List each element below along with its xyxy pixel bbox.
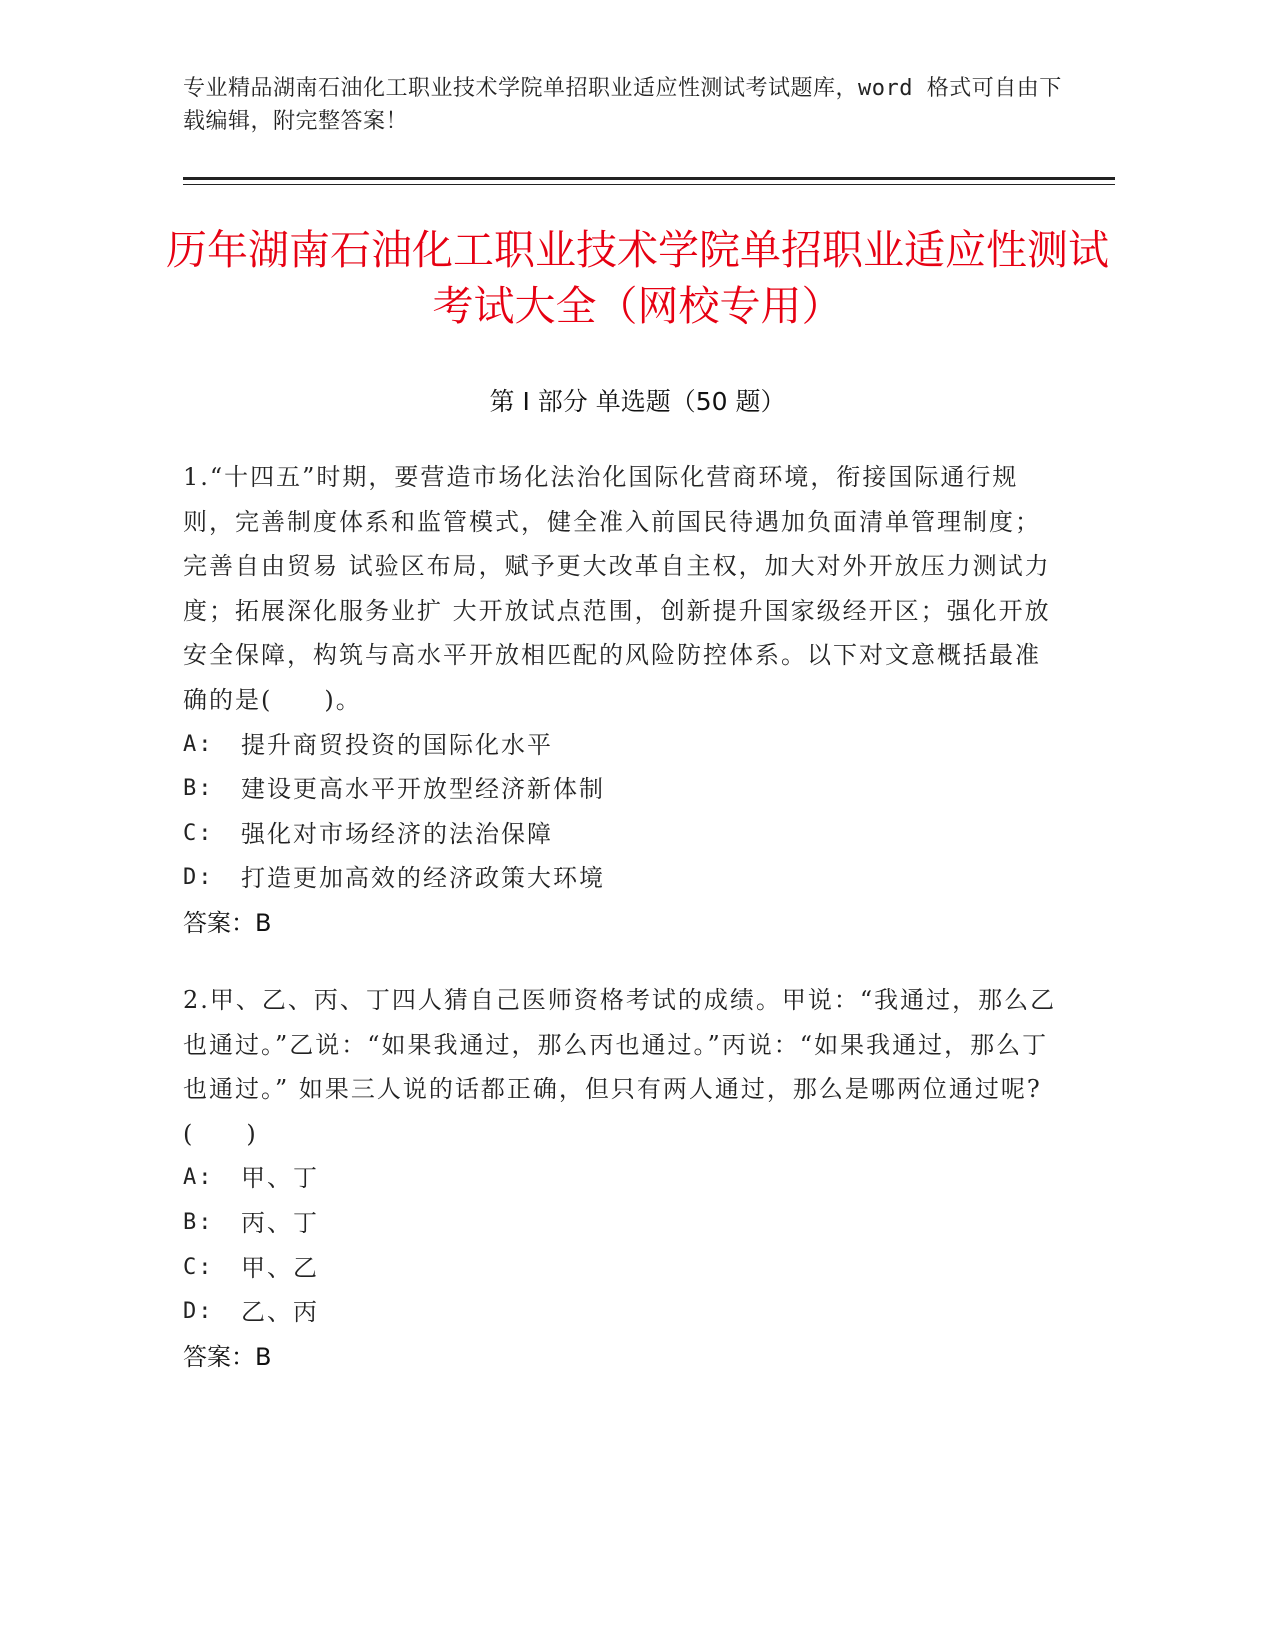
question-2 — [183, 978, 1063, 1379]
option-text: 甲、丁 — [241, 1164, 319, 1193]
option-text: 强化对市场经济的法治保障 — [241, 819, 553, 848]
header-divider-thick — [183, 177, 1115, 180]
option-key: A: — [183, 731, 214, 757]
option-key: A: — [183, 1165, 214, 1191]
option-d — [183, 1290, 1063, 1335]
option-b — [183, 1201, 1063, 1246]
answer-line: 答案：B — [183, 1342, 272, 1371]
option-c — [183, 812, 1063, 857]
option-text: 打造更加高效的经济政策大环境 — [241, 864, 605, 893]
option-text: 乙、丙 — [241, 1298, 319, 1327]
option-key: B: — [183, 776, 214, 802]
option-key: B: — [183, 1209, 214, 1235]
option-a — [183, 723, 1063, 768]
section-heading: 第 I 部分 单选题（50 题） — [489, 387, 786, 416]
document-title: 历年湖南石油化工职业技术学院单招职业适应性测试考试大全（网校专用） — [166, 226, 1109, 330]
option-key: C: — [183, 820, 214, 846]
option-key: D: — [183, 1299, 214, 1325]
header-divider-thin — [183, 184, 1115, 185]
option-a — [183, 1156, 1063, 1201]
option-text: 丙、丁 — [241, 1208, 319, 1237]
option-text: 提升商贸投资的国际化水平 — [241, 730, 553, 759]
option-b — [183, 767, 1063, 812]
option-c — [183, 1246, 1063, 1291]
option-text: 建设更高水平开放型经济新体制 — [241, 775, 605, 804]
answer-line: 答案：B — [183, 908, 272, 937]
question-stem: 1.“十四五”时期，要营造市场化法治化国际化营商环境，衔接国际通行规则，完善制度体系和监管模式，健全准入前国民待遇加负面清单管理制度；完善自由贸易 试验区布局，赋予更大改革自主权，加大对外开放压力测试力度；拓展深化服务业扩 大开放试点范围，创新提升国家级经开区；强化开放安全保障，构筑与高水平开放相匹配的风险防控体系。以下对文意概括最准确的是( )。 — [183, 463, 1051, 714]
option-key: C: — [183, 1254, 214, 1280]
option-key: D: — [183, 865, 214, 891]
question-1 — [183, 455, 1063, 946]
option-text: 甲、乙 — [241, 1253, 319, 1282]
question-stem: 2.甲、乙、丙、丁四人猜自己医师资格考试的成绩。甲说：“我通过，那么乙也通过。”乙说：“如果我通过，那么丙也通过。”丙说：“如果我通过，那么丁也通过。” 如果三人说的话都正确，但只有两人通过，那么是哪两位通过呢?( ) — [183, 986, 1057, 1148]
header-note: 专业精品湖南石油化工职业技术学院单招职业适应性测试考试题库，word 格式可自由下载编辑，附完整答案！ — [183, 76, 1062, 134]
option-d — [183, 856, 1063, 901]
